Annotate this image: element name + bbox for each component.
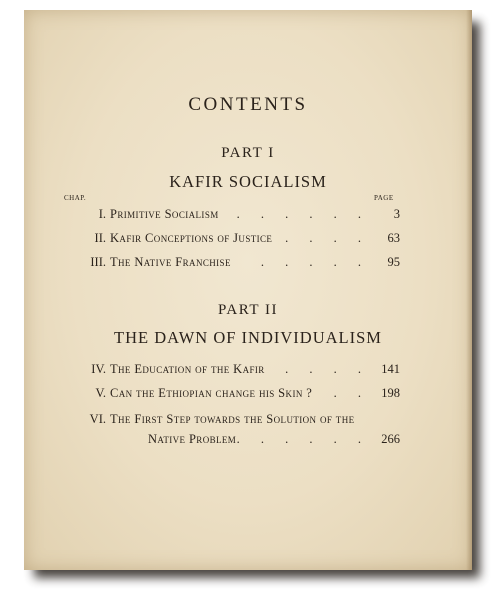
part-2-label: PART II	[217, 302, 279, 318]
toc-entry-1	[60, 207, 400, 223]
dot-leader: . .	[333, 386, 370, 400]
chapter-number: IV.	[91, 362, 106, 376]
part-1-title: KAFIR SOCIALISM	[169, 172, 327, 191]
dot-leader: . . . .	[285, 231, 370, 245]
chap-column-header: CHAP.	[64, 194, 87, 202]
toc-entry-3	[60, 255, 400, 271]
chapter-title-continued: Native Problem	[148, 432, 237, 446]
chapter-number: III.	[90, 255, 106, 269]
dot-leader: . . . . . .	[236, 207, 370, 221]
chapter-title: Primitive Socialism	[110, 207, 219, 221]
chapter-page: 95	[387, 255, 400, 269]
chapter-title: The Native Franchise	[110, 255, 231, 269]
chapter-number: V.	[95, 386, 106, 400]
toc-entry-4	[60, 362, 400, 378]
page-column-header: PAGE	[374, 194, 394, 202]
chapter-title: Kafir Conceptions of Justice	[110, 231, 273, 245]
dot-leader: . . . . . .	[236, 432, 370, 446]
dot-leader: . . . . .	[260, 255, 370, 269]
chapter-number: VI.	[89, 412, 106, 426]
chapter-number: II.	[94, 231, 106, 245]
book-page	[24, 10, 472, 570]
chapter-page: 63	[387, 231, 400, 245]
toc-entry-5	[60, 386, 400, 402]
chapter-number: I.	[98, 207, 106, 221]
toc-entry-2	[60, 231, 400, 247]
chapter-page: 141	[381, 362, 400, 376]
contents-heading: CONTENTS	[188, 94, 308, 115]
chapter-title: Can the Ethiopian change his Skin ?	[110, 386, 313, 400]
chapter-title: The Education of the Kafir	[110, 362, 265, 376]
chapter-title: The First Step towards the Solution of the	[110, 412, 355, 426]
chapter-page: 198	[381, 386, 400, 400]
toc-entry-6	[60, 412, 400, 446]
chapter-page: 3	[393, 207, 400, 221]
chapter-page: 266	[381, 432, 400, 446]
part-2-title: THE DAWN OF INDIVIDUALISM	[114, 328, 382, 347]
dot-leader: . . . .	[285, 362, 370, 376]
part-1-label: PART I	[221, 145, 275, 161]
